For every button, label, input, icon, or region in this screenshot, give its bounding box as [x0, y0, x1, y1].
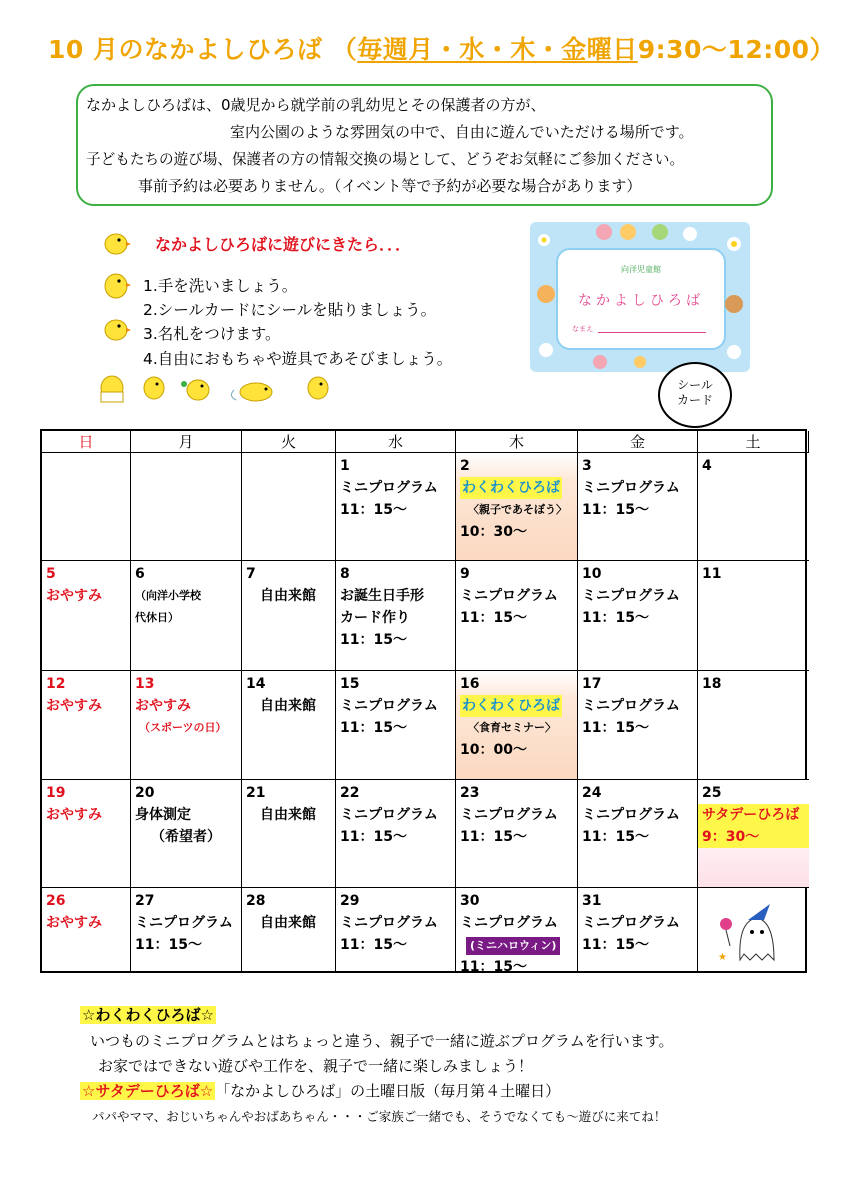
program-label: ミニプログラム	[340, 480, 438, 496]
holiday-note: （スポーツの日）	[139, 721, 227, 734]
day-cell	[242, 888, 336, 972]
wakuwaku-line-1: いつものミニプログラムとはちょっと違う、親子で一緒に遊ぶプログラムを行います。	[90, 1032, 674, 1050]
card-decoration-icon	[530, 222, 750, 372]
visit-heading: なかよしひろばに遊びにきたら．．．	[155, 235, 412, 254]
day-cell	[456, 671, 578, 780]
time-label: 11：15〜	[582, 502, 649, 518]
day-number: 13	[135, 676, 155, 692]
day-cell	[242, 561, 336, 671]
day-cell	[336, 561, 456, 671]
day-number: 5	[46, 566, 56, 582]
day-number: 24	[582, 785, 602, 801]
sticker-card-callout	[658, 362, 732, 428]
title-main: 10 月のなかよしひろば	[48, 35, 323, 64]
day-number: 30	[460, 893, 480, 909]
program-label: ミニプログラム	[582, 807, 680, 823]
day-cell	[578, 561, 698, 671]
day-cell	[578, 780, 698, 888]
program-label: 身体測定	[135, 807, 191, 823]
free-visit-label: 自由来館	[260, 588, 316, 604]
day-cell	[242, 671, 336, 780]
program-label: ミニプログラム	[582, 698, 680, 714]
weekday-header: 水	[336, 431, 456, 453]
weekday-header: 金	[578, 431, 698, 453]
step-2: 2.シールカードにシールを貼りましょう。	[143, 301, 437, 319]
time-label: 10：00〜	[460, 742, 527, 758]
time-label: 11：15〜	[582, 720, 649, 736]
program-label: ミニプログラム	[582, 588, 680, 604]
day-number: 14	[246, 676, 266, 692]
step-3: 3.名札をつけます。	[143, 325, 281, 343]
program-label: ミニプログラム	[340, 807, 438, 823]
program-label: ミニプログラム	[460, 915, 558, 931]
program-label: ミニプログラム	[340, 915, 438, 931]
intro-box	[76, 84, 773, 206]
day-number: 1	[340, 458, 350, 474]
day-cell	[131, 780, 242, 888]
wakuwaku-line-2: お家ではできない遊びや工作を、親子で一緒に楽しみましょう！	[98, 1057, 534, 1075]
closed-label: おやすみ	[46, 915, 102, 931]
day-number: 20	[135, 785, 155, 801]
free-visit-label: 自由来館	[260, 698, 316, 714]
ghost-icon	[712, 900, 802, 970]
day-cell	[456, 453, 578, 561]
day-cell	[42, 888, 131, 972]
day-number: 11	[702, 566, 722, 582]
day-cell	[456, 780, 578, 888]
saturday-label: サタデーひろば	[698, 804, 809, 826]
day-number: 3	[582, 458, 592, 474]
day-number: 28	[246, 893, 266, 909]
weekday-header: 土	[698, 431, 809, 453]
wakuwaku-row	[460, 695, 577, 717]
weekday-header: 月	[131, 431, 242, 453]
saturday-heading: ☆サタデーひろば☆	[82, 1082, 214, 1100]
day-cell	[42, 671, 131, 780]
card-name-label: なまえ	[572, 325, 593, 333]
time-label: 11：15〜	[460, 610, 527, 626]
day-cell	[698, 453, 809, 561]
wakuwaku-heading	[80, 1004, 216, 1025]
day-number: 22	[340, 785, 360, 801]
day-number: 4	[702, 458, 712, 474]
event-note-2: 代休日）	[135, 611, 179, 624]
day-number: 9	[460, 566, 470, 582]
wakuwaku-row	[460, 477, 577, 499]
day-number: 23	[460, 785, 480, 801]
day-cell	[42, 561, 131, 671]
day-cell	[131, 888, 242, 972]
wakuwaku-label: わくわくひろば	[460, 695, 562, 717]
sticker-card-image	[530, 222, 750, 372]
time-label: 11：15〜	[340, 720, 407, 736]
day-number: 21	[246, 785, 266, 801]
day-number: 19	[46, 785, 66, 801]
day-cell	[336, 780, 456, 888]
day-number: 31	[582, 893, 602, 909]
day-number: 7	[246, 566, 256, 582]
intro-line-4: 事前予約は必要ありません。（イベント等で予約が必要な場合があります）	[138, 177, 642, 195]
intro-line-2: 室内公園のような雰囲気の中で、自由に遊んでいただける場所です。	[230, 123, 694, 141]
time-label: 10：30〜	[460, 524, 527, 540]
intro-line-3: 子どもたちの遊び場、保護者の方の情報交換の場として、どうぞお気軽にご参加ください。	[86, 151, 685, 168]
program-label: お誕生日手形	[340, 588, 424, 604]
step-1: 1.手を洗いましょう。	[143, 277, 298, 295]
event-note: （向洋小学校	[135, 589, 201, 602]
day-cell	[698, 671, 809, 780]
time-label: 11：15〜	[460, 829, 527, 845]
chick-icon	[100, 226, 132, 258]
time-label: 11：15〜	[340, 937, 407, 953]
day-cell	[131, 671, 242, 780]
wakuwaku-heading-text: ☆わくわくひろば☆	[82, 1006, 214, 1024]
card-title: なかよしひろば	[578, 293, 704, 309]
day-cell	[698, 888, 809, 972]
time-label: 11：15〜	[340, 829, 407, 845]
day-cell	[131, 561, 242, 671]
day-cell	[578, 888, 698, 972]
closed-label: おやすみ	[46, 698, 102, 714]
day-cell	[42, 780, 131, 888]
time-label: 11：15〜	[340, 502, 407, 518]
program-label: ミニプログラム	[135, 915, 233, 931]
closed-label: おやすみ	[135, 698, 191, 714]
title-days: 毎週月・水・木・金曜日	[357, 35, 638, 64]
free-visit-label: 自由来館	[260, 807, 316, 823]
closed-label: おやすみ	[46, 807, 102, 823]
wakuwaku-label: わくわくひろば	[460, 477, 562, 499]
time-label: 11：15〜	[460, 959, 527, 975]
day-number: 12	[46, 676, 66, 692]
day-cell	[578, 453, 698, 561]
day-cell	[456, 888, 578, 975]
chick-icon	[100, 312, 132, 344]
day-number: 29	[340, 893, 360, 909]
day-number: 15	[340, 676, 360, 692]
svg-text:★: ★	[718, 952, 727, 963]
event-note: 〈親子であそぼう〉	[468, 503, 567, 516]
day-number: 17	[582, 676, 602, 692]
halloween-label: (ミニハロウィン)	[466, 937, 560, 955]
title-paren: （	[331, 35, 358, 64]
day-number: 6	[135, 566, 145, 582]
day-number: 18	[702, 676, 722, 692]
free-visit-label: 自由来館	[260, 915, 316, 931]
step-4: 4.自由におもちゃや遊具であそびましょう。	[143, 350, 453, 368]
weekday-header: 火	[242, 431, 336, 453]
intro-line-1: なかよしひろばは、0歳児から就学前の乳幼児とその保護者の方が、	[86, 96, 546, 114]
day-cell	[456, 561, 578, 671]
day-cell	[42, 453, 131, 561]
program-label-2: （希望者）	[151, 829, 221, 845]
time-label: 11：15〜	[582, 829, 649, 845]
day-cell	[698, 780, 809, 888]
program-label: ミニプログラム	[460, 588, 558, 604]
day-number: 10	[582, 566, 602, 582]
day-cell	[336, 888, 456, 972]
day-number: 2	[460, 458, 470, 474]
day-number: 8	[340, 566, 350, 582]
day-cell	[336, 671, 456, 780]
day-number: 25	[702, 785, 722, 801]
day-number: 27	[135, 893, 155, 909]
day-cell	[698, 561, 809, 671]
halloween-row	[460, 934, 577, 956]
day-cell	[336, 453, 456, 561]
weekday-header: 木	[456, 431, 578, 453]
program-label-2: カード作り	[340, 610, 410, 626]
title-time: 9:30〜12:00）	[637, 35, 836, 64]
saturday-line: パパやママ、おじいちゃんやおばあちゃん・・・ご家族ご一緒でも、そうでなくても〜遊びに来てね！	[92, 1109, 667, 1124]
chick-row-icon	[96, 362, 346, 408]
program-label: ミニプログラム	[582, 915, 680, 931]
day-cell	[131, 453, 242, 561]
time-label: 11：15〜	[135, 937, 202, 953]
callout-line-1: シール	[677, 378, 713, 392]
callout-line-2: カード	[676, 393, 713, 407]
day-cell	[578, 671, 698, 780]
page-title	[48, 30, 838, 66]
card-org: 向洋児童館	[621, 265, 661, 274]
saturday-time: 9：30〜	[698, 826, 809, 848]
day-number: 16	[460, 676, 480, 692]
program-label: ミニプログラム	[460, 807, 558, 823]
program-label: ミニプログラム	[582, 480, 680, 496]
time-label: 11：15〜	[582, 610, 649, 626]
event-note: 〈食育セミナー〉	[468, 721, 556, 734]
weekday-header: 日	[42, 431, 131, 453]
calendar-table	[40, 429, 807, 973]
day-cell	[242, 780, 336, 888]
day-cell	[242, 453, 336, 561]
program-label: ミニプログラム	[340, 698, 438, 714]
chick-icon	[100, 268, 132, 304]
saturday-desc: 「なかよしひろば」の土曜日版（毎月第４土曜日）	[215, 1082, 561, 1100]
time-label: 11：15〜	[582, 937, 649, 953]
day-number: 26	[46, 893, 66, 909]
saturday-row	[80, 1080, 560, 1101]
closed-label: おやすみ	[46, 588, 102, 604]
time-label: 11：15〜	[340, 632, 407, 648]
